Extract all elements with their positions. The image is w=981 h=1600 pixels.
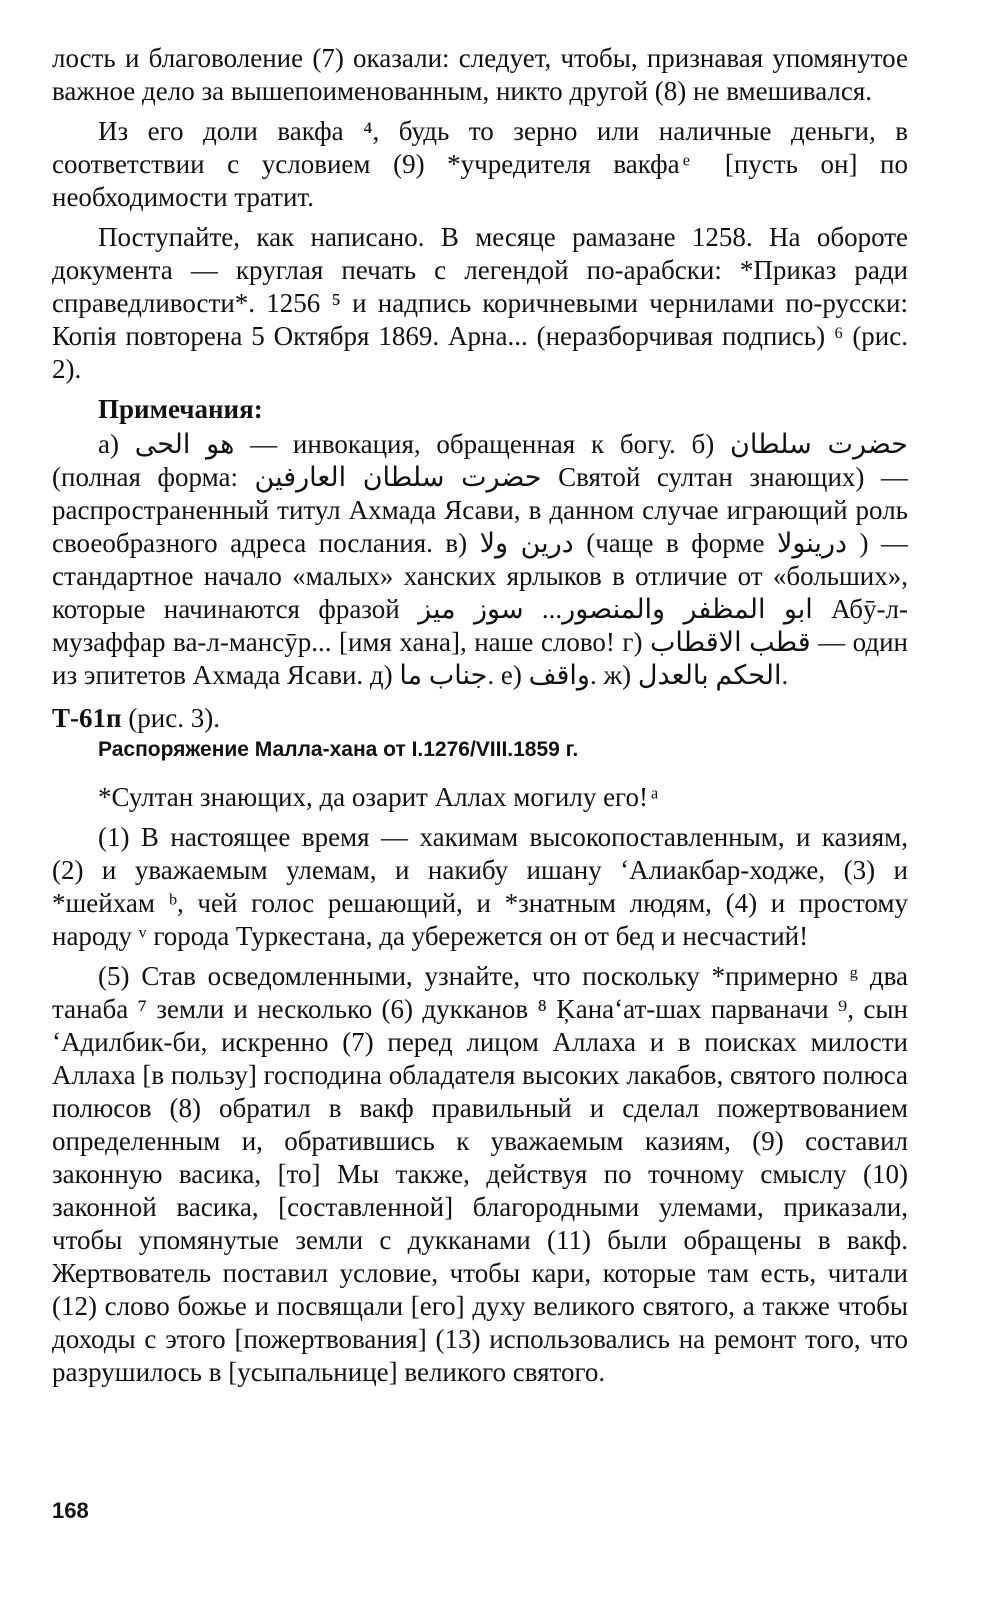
- notes-heading: Примечания:: [98, 394, 263, 424]
- paragraph-waqf-share: Из его доли вакфа ⁴, будь то зерно или наличные деньги, в соответствии с условием (9) *учредителя вакфа ͤ [пусть он] по необходимости тратит.: [52, 116, 908, 212]
- document-id: Т-61п: [52, 703, 122, 733]
- paragraph-seal-description: Поступайте, как написано. В месяце рамазане 1258. На обороте документа — круглая печать с легендой по-арабски: *Приказ ради справедливости*. 1256 ⁵ и надпись коричневыми чернилами по-русски: Копія повторена 5 Октября 1869. Арна... (неразборчивая подпись) ⁶ (рис. 2).: [52, 222, 908, 384]
- paragraph-address: (1) В настоящее время — хакимам высокопоставленным, и казиям, (2) и уважаемым улемам, и накибу ишану ‘Алиакбар-ходже, (3) и *шейхам ᵇ, чей голос решающий, и *знатным людям, (4) и простому народу ᵛ города Туркестана, да убережется он от бед и несчастий!: [52, 822, 908, 951]
- document-figure-ref: (рис. 3).: [121, 703, 220, 733]
- paragraph-invocation: *Султан знающих, да озарит Аллах могилу его! ͣ: [98, 782, 655, 812]
- document-title: Распоряжение Малла-хана от I.1276/VIII.1859 г.: [98, 738, 579, 761]
- document-page: [52, 42, 908, 1396]
- notes-text: а) هو الحی — инвокация, обращенная к богу. б) حضرت سلطان (полная форма: حضرت سلطان العارفین Святой султан знающих) — распространенный титул Ахмада Ясави, в данном случае играющий роль своеобразного адреса послания. в) درین ولا (чаще в форме درینولا ) — стандартное начало «малых» ханских ярлыков в отличие от «больших», которые начинаются фразой ابو المظفر والمنصور... سوز میز Абӯ-л-музаффар ва-л-мансӯр... [имя хана], наше слово! г) قطب الاقطاب — один из эпитетов Ахмада Ясави. д) جناب ما. е) واقف. ж) الحکم بالعدل.: [52, 429, 909, 690]
- page-number: 168: [52, 1498, 89, 1523]
- paragraph-decree-body: (5) Став осведомленными, узнайте, что поскольку *примерно ᵍ два танаба ⁷ земли и несколько (6) дукканов ⁸ Ķана‘ат-шах парваначи ⁹, сын ‘Адилбик-би, искренно (7) перед лицом Аллаха и в поисках милости Аллаха [в пользу] господина обладателя высоких лакабов, святого полюса полюсов (8) обратил в вакф правильный и сделал пожертвованием определенным и, обратившись к уважаемым казиям, (9) составил законную васика, [то] Мы также, действуя по точному смыслу (10) законной васика, [составленной] благородными улемами, приказали, чтобы упомянутые земли с дукканами (11) были обращены в вакф. Жертвователь поставил условие, чтобы кари, которые там есть, читали (12) слово божье и посвящали [его] духу великого святого, а также чтобы доходы с этого [пожертвования] (13) использовались на ремонт того, что разрушилось в [усыпальнице] великого святого.: [52, 961, 908, 1387]
- paragraph-continuation: лость и благоволение (7) оказали: следует, чтобы, признавая упомянутое важное дело за вышепоименованным, никто другой (8) не вмешивался.: [52, 43, 908, 106]
- document-id-line: [52, 702, 908, 735]
